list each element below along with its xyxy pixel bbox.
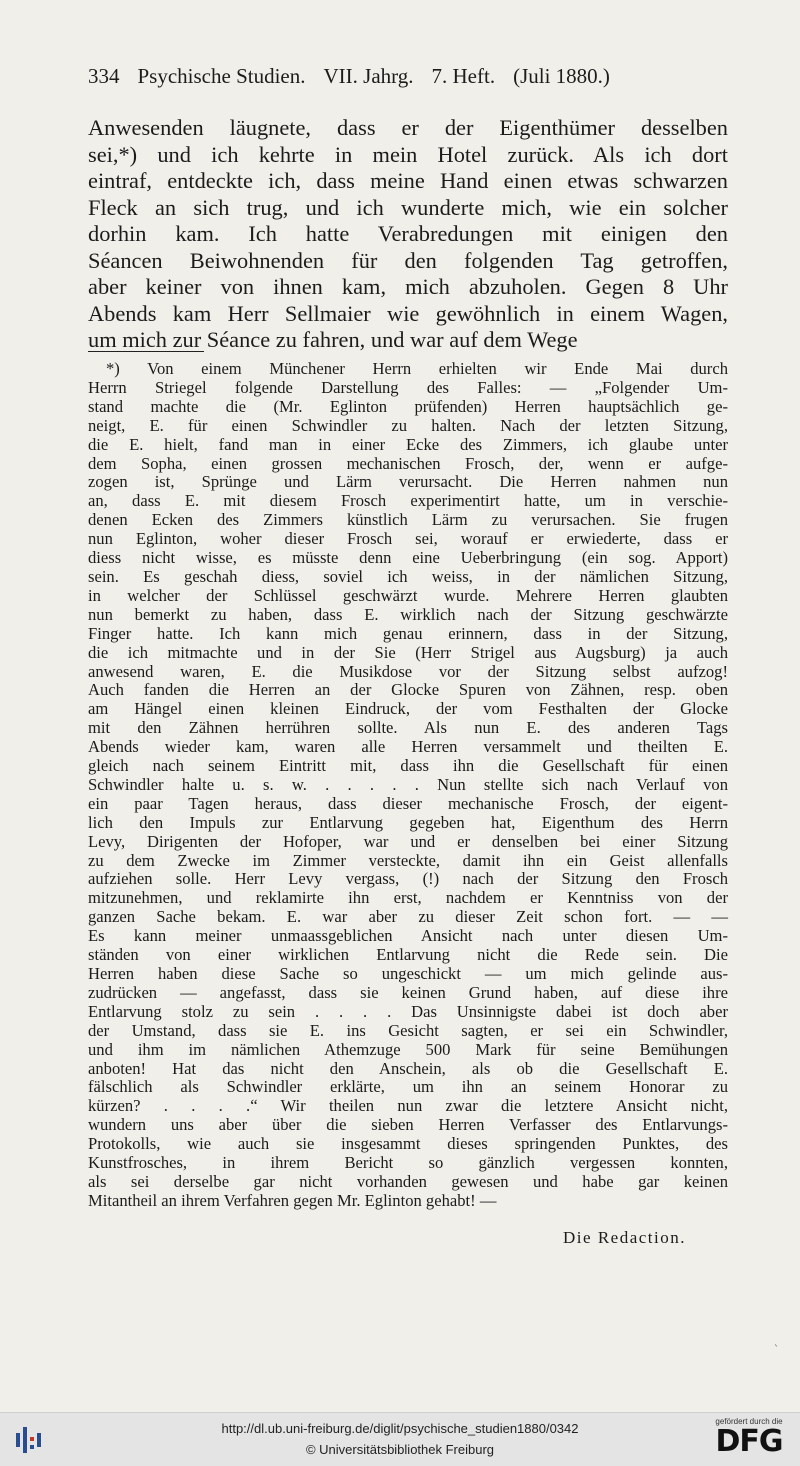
footnote-line: ein paar Tagen heraus, dass dieser mechanische Frosch, der eigent- bbox=[88, 793, 728, 813]
page-number: 334 bbox=[88, 64, 120, 88]
body-line: Anwesenden läugnete, dass er der Eigenthümer desselben bbox=[88, 115, 728, 140]
footnote bbox=[88, 360, 728, 1211]
dfg-wordmark: DFG bbox=[715, 1424, 783, 1459]
body-line: um mich zur Séance zu fahren, und war auf dem Wege bbox=[88, 327, 578, 352]
footnote-line: sein. Es geschah diess, soviel ich weiss, in der nämlichen Sitzung, bbox=[88, 566, 728, 586]
footnote-line: aufziehen solle. Herr Levy vergass, (!) nach der Sitzung den Frosch bbox=[88, 869, 728, 889]
footnote-line: kürzen? . . . .“ Wir theilen nun zwar die letztere Ansicht nicht, bbox=[88, 1096, 728, 1116]
main-text bbox=[88, 115, 728, 354]
footnote-line: denen Ecken des Zimmers künstlich Lärm zu verursachen. Sie frugen bbox=[88, 510, 728, 530]
issue-date: (Juli 1880.) bbox=[513, 64, 610, 88]
signature: Die Redaction. bbox=[563, 1228, 686, 1247]
copyright-notice: © Universitätsbibliothek Freiburg bbox=[305, 1442, 495, 1457]
footnote-line: fälschlich als Schwindler erklärte, um ihn an seinem Honorar zu bbox=[88, 1077, 728, 1097]
footnote-line: neigt, E. für einen Schwindler zu halten. Nach der letzten Sitzung, bbox=[88, 415, 728, 435]
running-header bbox=[88, 64, 728, 89]
footnote-line: der Umstand, dass sie E. ins Gesicht sagten, er sei ein Schwindler, bbox=[88, 1020, 728, 1040]
footnote-line: nun bemerkt zu haben, dass E. wirklich nach der Sitzung geschwärzte bbox=[88, 604, 728, 624]
volume-label: VII. Jahrg. bbox=[323, 64, 414, 88]
journal-title: Psychische Studien. bbox=[137, 64, 306, 88]
footnote-line: Kunstfrosches, in ihrem Bericht so gänzlich vergessen konnten, bbox=[88, 1153, 728, 1173]
footnote-line: die E. hielt, fand man in einer Ecke des Zimmers, ich glaube unter bbox=[88, 434, 728, 454]
footnote-line: Schwindler halte u. s. w. . . . . . Nun stellte sich nach Verlauf von bbox=[88, 774, 728, 794]
footnote-line: stand machte die (Mr. Eglinton prüfenden) Herren hauptsächlich ge- bbox=[88, 396, 728, 416]
footnote-line: Abends wieder kam, waren alle Herren versammelt und theilten E. bbox=[88, 737, 728, 757]
footnote-rule bbox=[88, 351, 204, 352]
footnote-line: am Hängel einen kleinen Eindruck, der vom Festhalten der Glocke bbox=[88, 699, 728, 719]
footnote-line: nun Eglinton, woher dieser Frosch sei, worauf er erwiederte, dass er bbox=[88, 529, 728, 549]
footnote-line: Finger hatte. Ich kann mich genau erinnern, dass in der Sitzung, bbox=[88, 623, 728, 643]
footnote-line: in welcher der Schlüssel geschwärzt wurde. Mehrere Herren glaubten bbox=[88, 585, 728, 605]
footnote-line: zudrücken — angefasst, dass sie keinen Grund haben, auf diese ihre bbox=[88, 982, 728, 1002]
dfg-logo[interactable] bbox=[704, 1417, 794, 1458]
footnote-line: anboten! Hat das nicht den Anschein, als ob die Gesellschaft E. bbox=[88, 1058, 728, 1078]
footnote-line: diess nicht wisse, es müsste denn eine Ueberbringung (ein sog. Apport) bbox=[88, 548, 728, 568]
body-line: Fleck an sich trug, und ich wunderte mich, wie ein solcher bbox=[88, 194, 728, 220]
footnote-line: als sei derselbe gar nicht vorhanden gewesen und habe gar keinen bbox=[88, 1171, 728, 1191]
body-line: Séancen Beiwohnenden für den folgenden Tag getroffen, bbox=[88, 247, 728, 273]
footnote-line: ganzen Sache bekam. E. war aber zu dieser Zeit schon fort. — — bbox=[88, 907, 728, 927]
footnote-line: Protokolls, wie auch sie insgesammt dieses springenden Punktes, des bbox=[88, 1134, 728, 1154]
footnote-line: gleich nach seinem Eintritt mit, dass ihn die Gesellschaft für einen bbox=[88, 756, 728, 776]
footnote-line: wundern uns aber über die sieben Herren Verfasser des Entlarvungs- bbox=[88, 1115, 728, 1135]
body-line: eintraf, entdeckte ich, dass meine Hand einen etwas schwarzen bbox=[88, 168, 728, 193]
footnote-line: *) Von einem Münchener Herrn erhielten wir Ende Mai durch bbox=[106, 359, 728, 378]
footnote-line: zogen ist, Sprünge und Lärm verursacht. Die Herren nahmen nun bbox=[88, 472, 728, 492]
footnote-line: die ich mitmachte und in der Sie (Herr Strigel aus Augsburg) ja auch bbox=[88, 642, 728, 662]
footnote-line: Herrn Striegel folgende Darstellung des Falles: — „Folgender Um- bbox=[88, 377, 728, 397]
scan-mark: ` bbox=[774, 1345, 779, 1356]
footnote-line: Levy, Dirigenten der Hofoper, war und er denselben bei einer Sitzung bbox=[88, 831, 728, 851]
footnote-line: anwesend waren, E. die Musikdose vor der Sitzung selbst aufzog! bbox=[88, 661, 728, 681]
body-line: sei,*) und ich kehrte in mein Hotel zurück. Als ich dort bbox=[88, 141, 728, 167]
footnote-line: Es kann meiner unmaassgeblichen Ansicht nach unter diesen Um- bbox=[88, 926, 728, 946]
footnote-line: und ihm im nämlichen Athemzuge 500 Mark für seine Bemühungen bbox=[88, 1039, 728, 1059]
footnote-line: Herren haben diese Sache so ungeschickt — um mich gelinde aus- bbox=[88, 964, 728, 983]
body-line: Abends kam Herr Sellmaier wie gewöhnlich in einem Wagen, bbox=[88, 300, 728, 326]
footnote-line: Auch fanden die Herren an der Glocke Spuren von Zähnen, resp. oben bbox=[88, 680, 728, 700]
footnote-line: an, dass E. mit diesem Frosch experimentirt hatte, um in verschie- bbox=[88, 491, 728, 511]
footnote-line: zu dem Zwecke im Zimmer versteckte, damit ihn ein Geist allenfalls bbox=[88, 850, 728, 870]
footnote-line: dem Sopha, einen grossen mechanischen Frosch, der, wenn er aufge- bbox=[88, 453, 728, 473]
issue-label: 7. Heft. bbox=[431, 64, 496, 88]
footnote-line: mitzunehmen, und reklamirte ihn erst, nachdem er Kenntniss von der bbox=[88, 888, 728, 908]
viewer-footer bbox=[0, 1412, 800, 1466]
footnote-line: Entlarvung stolz zu sein . . . . Das Unsinnigste dabei ist doch aber bbox=[88, 1001, 728, 1021]
dfg-tagline: gefördert durch die bbox=[715, 1417, 783, 1426]
body-line: dorhin kam. Ich hatte Verabredungen mit einigen den bbox=[88, 221, 728, 246]
document-url[interactable]: http://dl.ub.uni-freiburg.de/diglit/psychische_studien1880/0342 bbox=[221, 1421, 579, 1436]
footnote-line: mit den Zähnen herrühren sollte. Als nun E. des anderen Tags bbox=[88, 718, 728, 738]
footnote-line: Mitantheil an ihrem Verfahren gegen Mr. Eglinton gehabt! — bbox=[88, 1190, 497, 1210]
body-line: aber keiner von ihnen kam, mich abzuholen. Gegen 8 Uhr bbox=[88, 274, 728, 299]
footnote-line: lich den Impuls zur Entlarvung gegeben hat, Eigenthum des Herrn bbox=[88, 812, 728, 832]
footnote-line: ständen von einer wirklichen Entlarvung nicht die Rede sein. Die bbox=[88, 945, 728, 965]
